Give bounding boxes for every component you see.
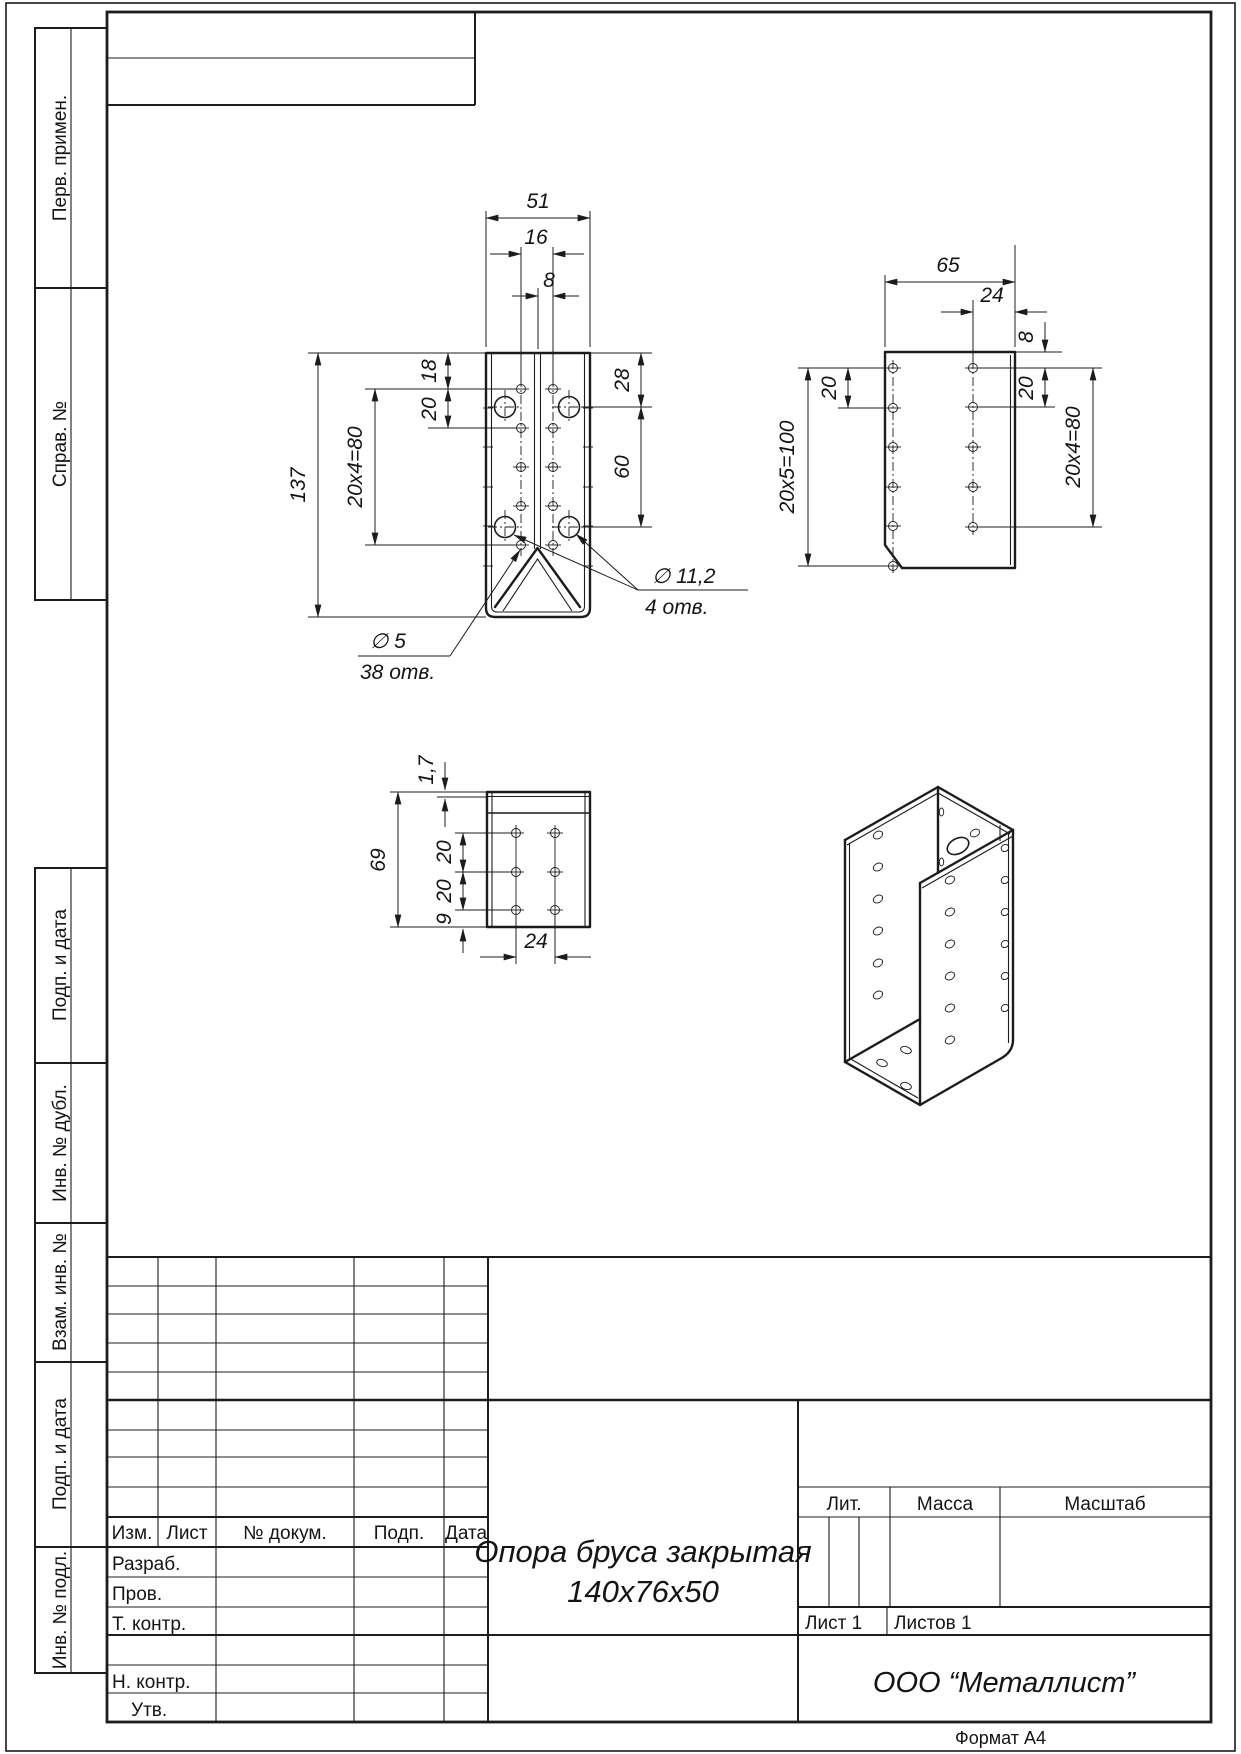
document-title-line1: Опора бруса закрытая <box>474 1534 812 1569</box>
label-small-hole-count: 38 отв. <box>360 661 436 684</box>
tb-massa: Масса <box>916 1494 974 1515</box>
dim-bottom-span: 24 <box>524 930 548 953</box>
dim-side-pitch-right: 20 <box>1015 376 1038 400</box>
title-block <box>107 1257 1211 1722</box>
dim-bottom-edge: 9 <box>433 913 456 925</box>
drawing-frame <box>107 12 1211 1722</box>
top-stamp-box <box>107 12 475 105</box>
label-big-hole-diameter: ∅ 11,2 <box>652 565 716 588</box>
dim-height: 137 <box>287 467 310 503</box>
tb-sheet: Лист 1 <box>805 1613 863 1634</box>
front-view <box>287 190 748 684</box>
side-view-dimensions <box>776 245 1102 566</box>
dim-side-sum-right: 20x4=80 <box>1062 406 1085 488</box>
dim-bottom-thick: 1,7 <box>415 755 438 785</box>
dim-bottom-pitch1: 20 <box>433 840 456 864</box>
sidebar-label: Справ. № <box>50 400 71 488</box>
iso-right-plate-holes <box>944 843 1010 1046</box>
tb-row-nkontr: Н. контр. <box>112 1672 191 1693</box>
dim-top: 18 <box>418 359 441 383</box>
dim-big-top: 28 <box>611 368 634 392</box>
dim-side-width: 65 <box>936 254 960 277</box>
sidebar-label: Инв. № дубл. <box>50 1084 71 1202</box>
tb-header-data: Дата <box>444 1523 488 1544</box>
dim-offset: 8 <box>543 269 555 292</box>
dim-big-pitch: 60 <box>611 455 634 479</box>
tb-row-utv: Утв. <box>131 1700 168 1721</box>
format-label: Формат А4 <box>955 1728 1046 1748</box>
bottom-holes <box>508 825 563 918</box>
document-title-line2: 140х76х50 <box>567 1574 719 1609</box>
bottom-view <box>367 754 591 964</box>
dim-side-sum-left: 20x5=100 <box>776 420 799 514</box>
dim-side-pitch-left: 20 <box>818 376 841 400</box>
sidebar-label: Инв. № подл. <box>50 1550 71 1670</box>
tb-masshtab: Масштаб <box>1064 1494 1146 1515</box>
dim-width: 51 <box>526 190 550 213</box>
tb-sheets: Листов 1 <box>894 1613 972 1634</box>
bottom-view-dimensions <box>367 754 591 964</box>
sidebar-label: Подп. и дата <box>50 1398 71 1510</box>
dim-pitch-sum: 20x4=80 <box>344 426 367 508</box>
dim-side-top: 8 <box>1015 331 1038 343</box>
dim-side-edge: 24 <box>980 284 1004 307</box>
dim-bottom-height: 69 <box>367 848 390 872</box>
sidebar-column <box>35 28 107 1673</box>
page-border <box>6 3 1235 1751</box>
tb-header-list: Лист <box>166 1523 208 1544</box>
tb-row-tkontr: Т. контр. <box>112 1614 187 1635</box>
dim-hole-span: 16 <box>524 226 548 249</box>
organization-name: ООО “Металлист” <box>872 1667 1136 1699</box>
label-small-hole-diameter: ∅ 5 <box>370 630 406 653</box>
iso-left-plate-holes <box>872 829 884 1000</box>
sidebar-label: Взам. инв. № <box>50 1233 71 1351</box>
dim-pitch: 20 <box>418 397 441 421</box>
tb-row-razrab: Разраб. <box>112 1554 181 1575</box>
isometric-view <box>845 787 1013 1105</box>
sidebar-label: Перв. примен. <box>50 94 71 222</box>
tb-row-prov: Пров. <box>112 1584 163 1605</box>
tb-header-podp: Подп. <box>373 1523 425 1544</box>
dim-bottom-pitch2: 20 <box>433 879 456 903</box>
tb-lit: Лит. <box>826 1494 862 1515</box>
small-holes <box>513 385 561 550</box>
sidebar-label: Подп. и дата <box>50 909 71 1021</box>
tb-header-doc: № докум. <box>243 1523 327 1544</box>
side-view <box>776 245 1102 574</box>
front-view-dimensions <box>287 190 748 684</box>
label-big-hole-count: 4 отв. <box>645 596 709 619</box>
big-holes <box>488 390 586 544</box>
tb-header-izm: Изм. <box>111 1523 153 1544</box>
